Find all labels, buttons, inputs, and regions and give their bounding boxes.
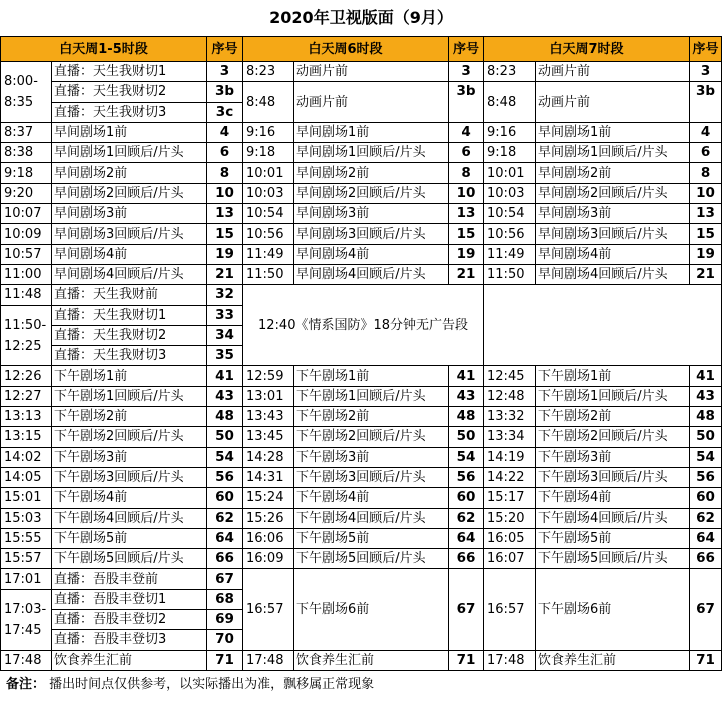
program-cell: 直播：吾股丰登前 — [52, 569, 207, 589]
time-cell: 10:56 — [243, 224, 294, 244]
time-cell: 11:50 — [243, 264, 294, 284]
seq-cell: 34 — [207, 325, 243, 345]
page-title: 2020年卫视版面（9月） — [269, 8, 453, 27]
time-cell: 16:05 — [484, 528, 536, 548]
program-cell: 饮食养生汇前 — [294, 650, 449, 670]
seq-cell: 67 — [690, 569, 722, 650]
seq-cell: 15 — [449, 224, 484, 244]
time-cell: 15:20 — [484, 508, 536, 528]
seq-cell: 50 — [690, 427, 722, 447]
table-row — [1, 82, 722, 102]
program-cell: 直播：天生我财切2 — [52, 325, 207, 345]
program-cell: 饮食养生汇前 — [52, 650, 207, 670]
seq-cell: 3c — [207, 102, 243, 122]
program-cell: 下午剧场4前 — [294, 488, 449, 508]
table-row — [1, 183, 722, 203]
time-cell: 11:49 — [243, 244, 294, 264]
program-cell: 早间剧场4前 — [536, 244, 690, 264]
table-row — [1, 285, 722, 305]
time-cell: 15:57 — [1, 549, 52, 569]
table-row — [1, 528, 722, 548]
seq-cell: 35 — [207, 346, 243, 366]
seq-cell: 19 — [449, 244, 484, 264]
header-seq: 序号 — [449, 37, 484, 62]
program-cell: 早间剧场1前 — [52, 122, 207, 142]
time-cell: 9:18 — [484, 143, 536, 163]
program-cell: 下午剧场4前 — [536, 488, 690, 508]
time-cell: 12:59 — [243, 366, 294, 386]
program-cell: 下午剧场2回顾后/片头 — [52, 427, 207, 447]
header-seq: 序号 — [690, 37, 722, 62]
program-cell: 动画片前 — [294, 62, 449, 82]
seq-cell: 48 — [207, 407, 243, 427]
time-cell: 13:15 — [1, 427, 52, 447]
time-cell: 14:22 — [484, 467, 536, 487]
program-cell: 直播：吾股丰登切2 — [52, 610, 207, 630]
table-row — [1, 204, 722, 224]
time-cell: 13:01 — [243, 386, 294, 406]
seq-cell: 10 — [207, 183, 243, 203]
seq-cell: 3 — [690, 62, 722, 82]
seq-cell: 43 — [207, 386, 243, 406]
seq-cell: 67 — [449, 569, 484, 650]
table-row — [1, 163, 722, 183]
time-cell: 16:07 — [484, 549, 536, 569]
time-cell: 15:55 — [1, 528, 52, 548]
program-cell: 早间剧场3前 — [536, 204, 690, 224]
seq-cell: 10 — [690, 183, 722, 203]
time-cell: 15:24 — [243, 488, 294, 508]
program-cell: 直播：天生我财切1 — [52, 305, 207, 325]
seq-cell: 21 — [207, 264, 243, 284]
table-row — [1, 467, 722, 487]
program-cell: 下午剧场4回顾后/片头 — [52, 508, 207, 528]
time-cell: 9:18 — [1, 163, 52, 183]
table-row — [1, 447, 722, 467]
time-cell: 8:38 — [1, 143, 52, 163]
program-cell: 早间剧场3回顾后/片头 — [536, 224, 690, 244]
seq-cell: 6 — [690, 143, 722, 163]
time-cell: 16:09 — [243, 549, 294, 569]
seq-cell: 3 — [207, 62, 243, 82]
seq-cell: 3b — [207, 82, 243, 102]
time-cell: 15:03 — [1, 508, 52, 528]
seq-cell: 69 — [207, 610, 243, 630]
time-cell: 14:02 — [1, 447, 52, 467]
seq-cell: 3b — [690, 82, 722, 123]
seq-cell: 4 — [690, 122, 722, 142]
seq-cell: 43 — [449, 386, 484, 406]
time-cell: 16:57 — [243, 569, 294, 650]
seq-cell: 50 — [207, 427, 243, 447]
time-cell: 15:26 — [243, 508, 294, 528]
program-cell: 早间剧场2回顾后/片头 — [536, 183, 690, 203]
program-cell: 动画片前 — [536, 82, 690, 123]
seq-cell: 71 — [449, 650, 484, 670]
time-cell: 10:54 — [484, 204, 536, 224]
program-cell: 直播：天生我财切3 — [52, 102, 207, 122]
program-cell: 早间剧场4前 — [294, 244, 449, 264]
remark-text: 播出时间点仅供参考，以实际播出为准，飘移属正常现象 — [49, 676, 375, 692]
time-cell: 14:19 — [484, 447, 536, 467]
seq-cell: 43 — [690, 386, 722, 406]
time-cell: 13:13 — [1, 407, 52, 427]
time-cell: 8:48 — [484, 82, 536, 123]
program-cell: 下午剧场3回顾后/片头 — [52, 467, 207, 487]
program-cell: 下午剧场5前 — [52, 528, 207, 548]
seq-cell: 13 — [690, 204, 722, 224]
seq-cell: 48 — [449, 407, 484, 427]
program-cell: 早间剧场3前 — [52, 204, 207, 224]
seq-cell: 64 — [690, 528, 722, 548]
program-cell: 早间剧场2前 — [536, 163, 690, 183]
seq-cell: 64 — [449, 528, 484, 548]
time-cell: 9:18 — [243, 143, 294, 163]
time-cell: 11:00 — [1, 264, 52, 284]
program-cell: 下午剧场2前 — [52, 407, 207, 427]
program-cell: 早间剧场4前 — [52, 244, 207, 264]
seq-cell: 60 — [207, 488, 243, 508]
time-cell: 9:16 — [484, 122, 536, 142]
program-cell: 早间剧场2前 — [52, 163, 207, 183]
seq-cell: 60 — [449, 488, 484, 508]
program-cell: 下午剧场2前 — [294, 407, 449, 427]
program-cell: 下午剧场5前 — [536, 528, 690, 548]
program-cell: 下午剧场2回顾后/片头 — [294, 427, 449, 447]
time-cell: 9:16 — [243, 122, 294, 142]
seq-cell: 33 — [207, 305, 243, 325]
remark-label: 备注： — [6, 676, 46, 692]
time-cell: 13:32 — [484, 407, 536, 427]
header-sunday: 白天周7时段 — [484, 37, 690, 62]
program-cell: 饮食养生汇前 — [536, 650, 690, 670]
program-cell: 下午剧场4前 — [52, 488, 207, 508]
program-cell: 直播：天生我财前 — [52, 285, 207, 305]
seq-cell: 54 — [207, 447, 243, 467]
table-row — [1, 366, 722, 386]
time-cell: 8:23 — [243, 62, 294, 82]
table-row — [1, 143, 722, 163]
seq-cell: 60 — [690, 488, 722, 508]
time-cell: 13:43 — [243, 407, 294, 427]
seq-cell: 6 — [449, 143, 484, 163]
seq-cell: 41 — [207, 366, 243, 386]
seq-cell: 19 — [690, 244, 722, 264]
seq-cell: 66 — [690, 549, 722, 569]
table-row — [1, 264, 722, 284]
seq-cell: 71 — [690, 650, 722, 670]
program-cell: 下午剧场2前 — [536, 407, 690, 427]
time-cell: 10:01 — [484, 163, 536, 183]
seq-cell: 67 — [207, 569, 243, 589]
seq-cell: 66 — [449, 549, 484, 569]
program-cell: 早间剧场1回顾后/片头 — [536, 143, 690, 163]
program-cell: 下午剧场5前 — [294, 528, 449, 548]
seq-cell: 4 — [207, 122, 243, 142]
table-row — [1, 244, 722, 264]
program-cell: 下午剧场4回顾后/片头 — [536, 508, 690, 528]
seq-cell: 50 — [449, 427, 484, 447]
program-cell: 下午剧场3回顾后/片头 — [294, 467, 449, 487]
time-cell: 17:03-17:45 — [1, 589, 52, 650]
table-row — [1, 122, 722, 142]
seq-cell: 68 — [207, 589, 243, 609]
seq-cell: 8 — [690, 163, 722, 183]
program-cell: 下午剧场3前 — [52, 447, 207, 467]
program-cell: 下午剧场1前 — [536, 366, 690, 386]
seq-cell: 56 — [449, 467, 484, 487]
time-cell: 11:49 — [484, 244, 536, 264]
time-cell: 9:20 — [1, 183, 52, 203]
program-cell: 下午剧场1回顾后/片头 — [294, 386, 449, 406]
time-cell: 8:00-8:35 — [1, 62, 52, 123]
seq-cell: 3 — [449, 62, 484, 82]
time-cell: 8:37 — [1, 122, 52, 142]
program-cell: 早间剧场1前 — [294, 122, 449, 142]
time-cell: 15:01 — [1, 488, 52, 508]
time-cell: 11:48 — [1, 285, 52, 305]
time-cell: 15:17 — [484, 488, 536, 508]
program-cell: 早间剧场3回顾后/片头 — [294, 224, 449, 244]
seq-cell: 66 — [207, 549, 243, 569]
program-cell: 早间剧场2回顾后/片头 — [294, 183, 449, 203]
time-cell: 16:06 — [243, 528, 294, 548]
seq-cell: 54 — [690, 447, 722, 467]
table-row — [1, 224, 722, 244]
time-cell: 12:26 — [1, 366, 52, 386]
program-cell: 早间剧场3前 — [294, 204, 449, 224]
seq-cell: 15 — [207, 224, 243, 244]
seq-cell: 48 — [690, 407, 722, 427]
program-cell: 直播：天生我财切2 — [52, 82, 207, 102]
seq-cell: 8 — [449, 163, 484, 183]
seq-cell: 13 — [449, 204, 484, 224]
table-row — [1, 62, 722, 82]
program-cell: 下午剧场2回顾后/片头 — [536, 427, 690, 447]
seq-cell: 56 — [207, 467, 243, 487]
program-cell: 下午剧场6前 — [294, 569, 449, 650]
program-cell: 下午剧场1回顾后/片头 — [536, 386, 690, 406]
program-cell: 直播：天生我财切1 — [52, 62, 207, 82]
program-cell: 早间剧场1回顾后/片头 — [52, 143, 207, 163]
time-cell: 10:57 — [1, 244, 52, 264]
program-cell: 下午剧场5回顾后/片头 — [294, 549, 449, 569]
empty-cell — [484, 285, 722, 366]
time-cell: 10:56 — [484, 224, 536, 244]
table-row — [1, 569, 722, 589]
seq-cell: 64 — [207, 528, 243, 548]
seq-cell: 62 — [449, 508, 484, 528]
time-cell: 17:48 — [484, 650, 536, 670]
seq-cell: 15 — [690, 224, 722, 244]
time-cell: 10:09 — [1, 224, 52, 244]
time-cell: 11:50 — [484, 264, 536, 284]
time-cell: 10:07 — [1, 204, 52, 224]
time-cell: 10:03 — [243, 183, 294, 203]
program-cell: 下午剧场3前 — [536, 447, 690, 467]
seq-cell: 8 — [207, 163, 243, 183]
header-saturday: 白天周6时段 — [243, 37, 449, 62]
time-cell: 12:27 — [1, 386, 52, 406]
table-row — [1, 488, 722, 508]
program-cell: 下午剧场4回顾后/片头 — [294, 508, 449, 528]
program-cell: 早间剧场3回顾后/片头 — [52, 224, 207, 244]
program-cell: 早间剧场4回顾后/片头 — [52, 264, 207, 284]
seq-cell: 70 — [207, 630, 243, 650]
program-cell: 早间剧场1前 — [536, 122, 690, 142]
time-cell: 11:50-12:25 — [1, 305, 52, 366]
program-cell: 下午剧场3回顾后/片头 — [536, 467, 690, 487]
program-cell: 早间剧场1回顾后/片头 — [294, 143, 449, 163]
time-cell: 17:48 — [1, 650, 52, 670]
time-cell: 14:28 — [243, 447, 294, 467]
program-cell: 动画片前 — [294, 82, 449, 123]
seq-cell: 4 — [449, 122, 484, 142]
seq-cell: 32 — [207, 285, 243, 305]
table-row — [1, 650, 722, 670]
time-cell: 16:57 — [484, 569, 536, 650]
seq-cell: 56 — [690, 467, 722, 487]
seq-cell: 21 — [690, 264, 722, 284]
seq-cell: 3b — [449, 82, 484, 123]
time-cell: 8:48 — [243, 82, 294, 123]
program-cell: 下午剧场6前 — [536, 569, 690, 650]
program-cell: 下午剧场3前 — [294, 447, 449, 467]
program-cell: 下午剧场1前 — [52, 366, 207, 386]
seq-cell: 19 — [207, 244, 243, 264]
seq-cell: 21 — [449, 264, 484, 284]
time-cell: 17:01 — [1, 569, 52, 589]
seq-cell: 6 — [207, 143, 243, 163]
time-cell: 17:48 — [243, 650, 294, 670]
time-cell: 14:31 — [243, 467, 294, 487]
table-row — [1, 407, 722, 427]
program-cell: 早间剧场4回顾后/片头 — [294, 264, 449, 284]
header-row — [1, 37, 722, 62]
time-cell: 10:54 — [243, 204, 294, 224]
time-cell: 13:45 — [243, 427, 294, 447]
header-seq: 序号 — [207, 37, 243, 62]
program-cell: 直播：吾股丰登切3 — [52, 630, 207, 650]
time-cell: 14:05 — [1, 467, 52, 487]
time-cell: 13:34 — [484, 427, 536, 447]
time-cell: 10:01 — [243, 163, 294, 183]
time-cell: 12:48 — [484, 386, 536, 406]
seq-cell: 41 — [449, 366, 484, 386]
time-cell: 10:03 — [484, 183, 536, 203]
program-cell: 下午剧场1回顾后/片头 — [52, 386, 207, 406]
seq-cell: 71 — [207, 650, 243, 670]
remark — [0, 671, 722, 699]
program-cell: 直播：吾股丰登切1 — [52, 589, 207, 609]
program-cell: 下午剧场5回顾后/片头 — [52, 549, 207, 569]
seq-cell: 13 — [207, 204, 243, 224]
seq-cell: 62 — [690, 508, 722, 528]
program-cell: 下午剧场1前 — [294, 366, 449, 386]
program-cell: 直播：天生我财切3 — [52, 346, 207, 366]
table-row — [1, 427, 722, 447]
table-row — [1, 508, 722, 528]
seq-cell: 62 — [207, 508, 243, 528]
program-cell: 早间剧场2前 — [294, 163, 449, 183]
program-cell: 早间剧场2回顾后/片头 — [52, 183, 207, 203]
time-cell: 12:45 — [484, 366, 536, 386]
table-row — [1, 549, 722, 569]
program-cell: 动画片前 — [536, 62, 690, 82]
schedule-table — [0, 36, 722, 671]
national-defense-note: 12:40《情系国防》18分钟无广告段 — [243, 285, 484, 366]
program-cell: 下午剧场5回顾后/片头 — [536, 549, 690, 569]
header-weekday: 白天周1-5时段 — [1, 37, 207, 62]
seq-cell: 54 — [449, 447, 484, 467]
program-cell: 早间剧场4回顾后/片头 — [536, 264, 690, 284]
seq-cell: 41 — [690, 366, 722, 386]
seq-cell: 10 — [449, 183, 484, 203]
time-cell: 8:23 — [484, 62, 536, 82]
table-row — [1, 386, 722, 406]
